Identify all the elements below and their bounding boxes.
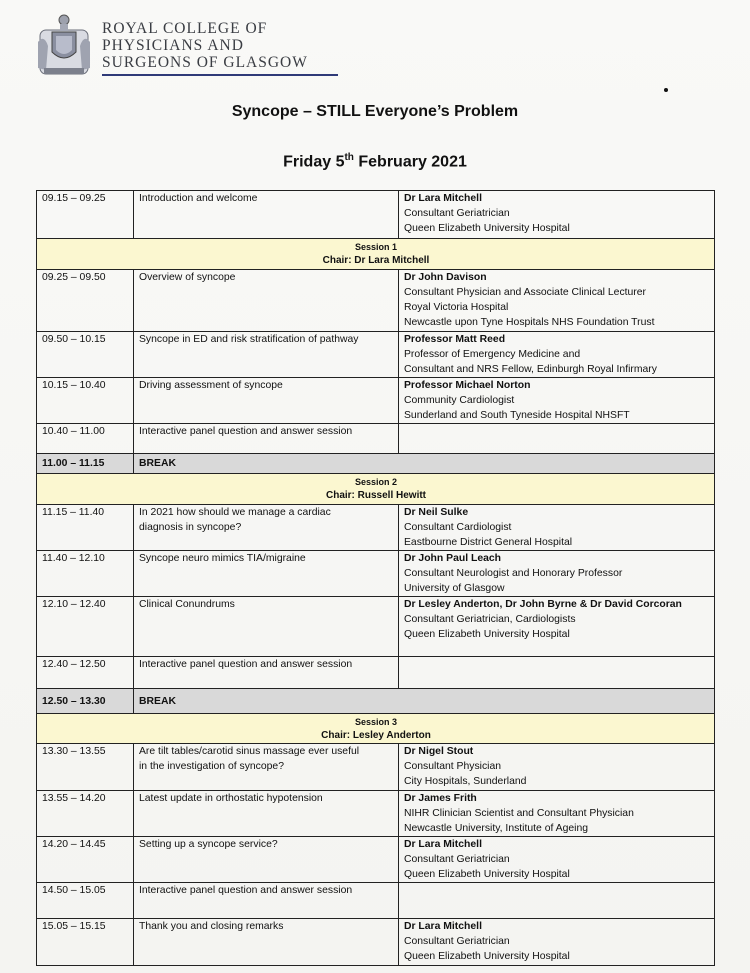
time-cell: 09.50 – 10.15 [37, 332, 134, 378]
speaker-detail: Consultant Physician [404, 761, 502, 772]
topic-cell: Interactive panel question and answer session [134, 657, 399, 689]
time-cell: 11.00 – 11.15 [37, 454, 134, 474]
event-date [0, 152, 750, 171]
speaker-detail: Queen Elizabeth University Hospital [404, 951, 570, 962]
table-row [37, 378, 715, 424]
speaker-cell [399, 378, 715, 424]
speaker-detail: Newcastle upon Tyne Hospitals NHS Foundation Trust [404, 317, 655, 328]
speaker-detail: Consultant Geriatrician [404, 208, 510, 219]
header-rule [102, 74, 338, 76]
table-row [37, 657, 715, 689]
date-day: Friday 5 [283, 153, 345, 171]
speaker-cell [399, 919, 715, 966]
session-chair: Chair: Lesley Anderton [321, 730, 431, 741]
table-row [37, 551, 715, 597]
topic-cell: Introduction and welcome [134, 191, 399, 239]
session-cell [37, 474, 715, 505]
speaker-cell [399, 332, 715, 378]
session-label: Session 1 [354, 242, 398, 252]
speaker-cell [399, 883, 715, 919]
college-name-line: SURGEONS OF GLASGOW [102, 54, 308, 71]
table-row [37, 191, 715, 239]
session-chair: Chair: Russell Hewitt [325, 490, 427, 501]
speaker-cell [399, 505, 715, 551]
break-label: BREAK [134, 689, 715, 714]
table-row [37, 597, 715, 657]
time-cell: 10.40 – 11.00 [37, 424, 134, 454]
speaker-name: Professor Matt Reed [404, 334, 506, 345]
break-row [37, 689, 715, 714]
session-row [37, 474, 715, 505]
table-row [37, 744, 715, 791]
topic-cell: Interactive panel question and answer session [134, 883, 399, 919]
speaker-cell [399, 837, 715, 883]
speaker-detail: Queen Elizabeth University Hospital [404, 869, 570, 880]
topic-cell [134, 744, 399, 791]
speaker-detail: University of Glasgow [404, 583, 505, 594]
topic-line: diagnosis in syncope? [139, 522, 242, 533]
speaker-cell [399, 744, 715, 791]
session-label: Session 2 [354, 477, 398, 487]
time-cell: 13.30 – 13.55 [37, 744, 134, 791]
college-crest-icon [34, 12, 94, 78]
speaker-name: Dr Lara Mitchell [404, 193, 482, 204]
speaker-detail: Royal Victoria Hospital [404, 302, 509, 313]
time-cell: 15.05 – 15.15 [37, 919, 134, 966]
speaker-name: Dr Nigel Stout [404, 746, 474, 757]
speaker-detail: Newcastle University, Institute of Ageing [404, 823, 589, 834]
table-row [37, 919, 715, 966]
event-title: Syncope – STILL Everyone’s Problem [231, 103, 519, 120]
date-month-year: February 2021 [353, 153, 467, 171]
time-cell: 14.20 – 14.45 [37, 837, 134, 883]
topic-cell: Interactive panel question and answer session [134, 424, 399, 454]
college-header [34, 12, 434, 82]
session-chair: Chair: Dr Lara Mitchell [322, 255, 430, 266]
speaker-name: Dr James Frith [404, 793, 477, 804]
time-cell: 10.15 – 10.40 [37, 378, 134, 424]
speaker-detail: Community Cardiologist [404, 395, 515, 406]
college-name-line: ROYAL COLLEGE OF [102, 20, 268, 37]
speaker-cell [399, 657, 715, 689]
speaker-detail: Queen Elizabeth University Hospital [404, 223, 570, 234]
speaker-detail: NIHR Clinician Scientist and Consultant Physician [404, 808, 634, 819]
speaker-name: Dr Lara Mitchell [404, 839, 482, 850]
break-row [37, 454, 715, 474]
speaker-detail: Consultant and NRS Fellow, Edinburgh Royal Infirmary [404, 364, 657, 375]
speaker-detail: Sunderland and South Tyneside Hospital NHSFT [404, 410, 630, 421]
speaker-detail: City Hospitals, Sunderland [404, 776, 527, 787]
speaker-detail: Consultant Geriatrician [404, 854, 510, 865]
topic-cell: Overview of syncope [134, 270, 399, 332]
topic-cell: Clinical Conundrums [134, 597, 399, 657]
table-row [37, 791, 715, 837]
college-name [102, 20, 422, 71]
speaker-detail: Consultant Geriatrician, Cardiologists [404, 614, 576, 625]
table-row [37, 424, 715, 454]
speaker-name: Professor Michael Norton [404, 380, 531, 391]
speaker-name: Dr Neil Sulke [404, 507, 469, 518]
table-row [37, 332, 715, 378]
topic-cell [134, 505, 399, 551]
topic-line: In 2021 how should we manage a cardiac [139, 507, 331, 518]
speaker-detail: Eastbourne District General Hospital [404, 537, 573, 548]
speaker-detail: Consultant Physician and Associate Clinical Lecturer [404, 287, 646, 298]
speaker-cell [399, 597, 715, 657]
speaker-detail: Consultant Cardiologist [404, 522, 512, 533]
time-cell: 09.15 – 09.25 [37, 191, 134, 239]
session-row [37, 714, 715, 744]
topic-cell: Syncope neuro mimics TIA/migraine [134, 551, 399, 597]
time-cell: 14.50 – 15.05 [37, 883, 134, 919]
table-row [37, 837, 715, 883]
break-label: BREAK [134, 454, 715, 474]
programme-table [36, 190, 715, 966]
table-row [37, 883, 715, 919]
time-cell: 12.40 – 12.50 [37, 657, 134, 689]
speaker-cell [399, 424, 715, 454]
speaker-name: Dr John Davison [404, 272, 487, 283]
session-label: Session 3 [354, 717, 398, 727]
topic-cell: Syncope in ED and risk stratification of pathway [134, 332, 399, 378]
session-row [37, 239, 715, 270]
speaker-cell [399, 191, 715, 239]
speaker-name: Dr Lara Mitchell [404, 921, 482, 932]
speaker-name: Dr John Paul Leach [404, 553, 502, 564]
stray-dot [664, 88, 668, 92]
speaker-name: Dr Lesley Anderton, Dr John Byrne & Dr David Corcoran [404, 599, 682, 610]
time-cell: 09.25 – 09.50 [37, 270, 134, 332]
speaker-detail: Queen Elizabeth University Hospital [404, 629, 570, 640]
topic-cell: Thank you and closing remarks [134, 919, 399, 966]
session-cell [37, 239, 715, 270]
date-suffix: th [344, 152, 354, 163]
time-cell: 13.55 – 14.20 [37, 791, 134, 837]
time-cell: 12.10 – 12.40 [37, 597, 134, 657]
table-row [37, 270, 715, 332]
topic-cell: Setting up a syncope service? [134, 837, 399, 883]
time-cell: 11.15 – 11.40 [37, 505, 134, 551]
table-row [37, 505, 715, 551]
speaker-cell [399, 551, 715, 597]
time-cell: 11.40 – 12.10 [37, 551, 134, 597]
speaker-detail: Professor of Emergency Medicine and [404, 349, 581, 360]
speaker-detail: Consultant Neurologist and Honorary Professor [404, 568, 623, 579]
college-name-line: PHYSICIANS AND [102, 37, 244, 54]
session-cell [37, 714, 715, 744]
topic-line: Are tilt tables/carotid sinus massage ever useful [139, 746, 360, 757]
topic-cell: Latest update in orthostatic hypotension [134, 791, 399, 837]
topic-line: in the investigation of syncope? [139, 761, 284, 772]
speaker-detail: Consultant Geriatrician [404, 936, 510, 947]
speaker-cell [399, 791, 715, 837]
time-cell: 12.50 – 13.30 [37, 689, 134, 714]
speaker-cell [399, 270, 715, 332]
topic-cell: Driving assessment of syncope [134, 378, 399, 424]
